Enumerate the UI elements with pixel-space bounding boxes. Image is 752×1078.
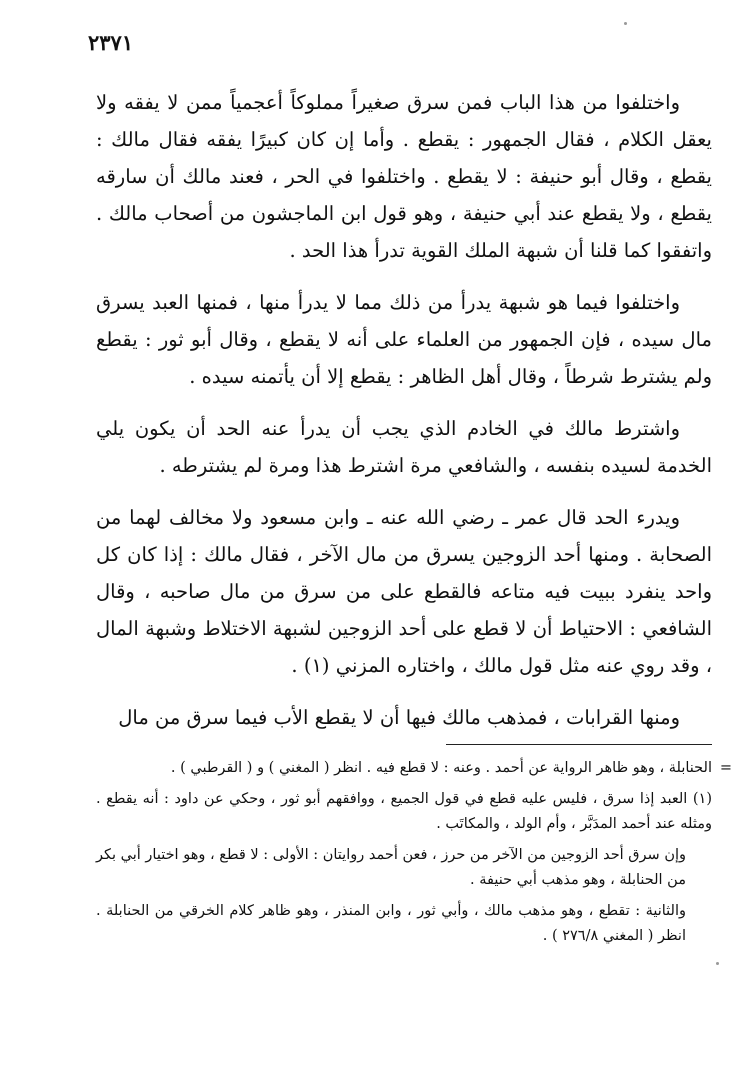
footnote-1: (١) العبد إذا سرق ، فليس عليه قطع في قول الجميع ، ووافقهم أبو ثور ، وحكي عن داود : أنه يقطع . ومثله عند أحمد المدَبَّر ، وأم الولد ، والمكاتَب . [96,791,712,832]
continuation-mark: = [719,760,732,776]
scan-speck [624,22,627,25]
footnote-continuation: الحنابلة ، وهو ظاهر الرواية عن أحمد . وعنه : لا قطع فيه . انظر ( المغني ) و ( القرطبي ) . [170,760,712,776]
scan-speck [716,962,719,965]
paragraph: واختلفوا فيما هو شبهة يدرأ من ذلك مما لا يدرأ منها ، فمنها العبد يسرق مال سيده ، فإن الجمهور من العلماء على أنه لا يقطع ، وقال أبو ثور : يقطع ولم يشترط شرطاً ، وقال أهل الظاهر : يقطع إلا أن يأتمنه سيده . [96,291,712,388]
main-text [96,84,712,751]
footnote-1-para: والثانية : تقطع ، وهو مذهب مالك ، وأبي ثور ، وابن المنذر ، وهو ظاهر كلام الخرقي من الحنابلة . انظر ( المغني ٢٧٦/٨ ) . [96,903,686,944]
page-number: ٢٣٧١ [88,30,134,55]
footnotes [96,756,732,955]
footnote-separator [446,744,712,745]
footnote-continuation-block [96,756,732,781]
paragraph: واختلفوا من هذا الباب فمن سرق صغيراً مملوكاً أعجمياً ممن لا يفقه ولا يعقل الكلام ، فقال الجمهور : يقطع . وأما إن كان كبيرًا يفقه فقال مالك : يقطع ، وقال أبو حنيفة : لا يقطع . واختلفوا في الحر ، فعند مالك أن سارقه يقطع ، ولا يقطع عند أبي حنيفة ، وهو قول ابن الماجشون من أصحاب مالك . واتفقوا كما قلنا أن شبهة الملك القوية تدرأ هذا الحد . [96,91,712,262]
paragraph: ويدرء الحد قال عمر ـ رضي الله عنه ـ وابن مسعود ولا مخالف لهما من الصحابة . ومنها أحد الزوجين يسرق من مال الآخر ، فقال مالك : إذا كان كل واحد ينفرد ببيت فيه متاعه فالقطع على من سرق من مال صاحبه ، وقال الشافعي : الاحتياط أن لا قطع على أحد الزوجين لشبهة الاختلاط وشبهة المال ، وقد روي عنه مثل قول مالك ، واختاره المزني (١) . [96,506,712,677]
paragraph: ومنها القرابات ، فمذهب مالك فيها أن لا يقطع الأب فيما سرق من مال [118,706,680,729]
paragraph: واشترط مالك في الخادم الذي يجب أن يدرأ عنه الحد أن يكون يلي الخدمة لسيده بنفسه ، والشافعي مرة اشترط هذا ومرة لم يشترطه . [96,417,712,477]
footnote-1-para: وإن سرق أحد الزوجين من الآخر من حرز ، فعن أحمد روايتان : الأولى : لا قطع ، وهو اختيار أبي بكر من الحنابلة ، وهو مذهب أبي حنيفة . [96,847,686,888]
